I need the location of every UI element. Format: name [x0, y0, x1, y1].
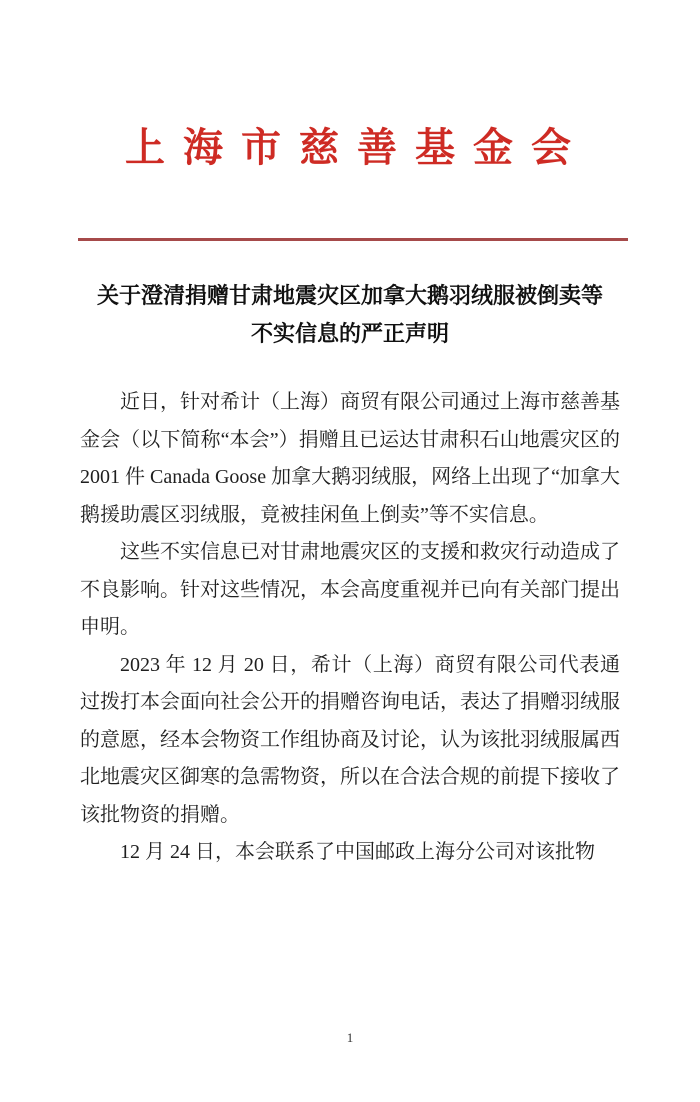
organization-name: 上 海 市 慈 善 基 金 会	[125, 125, 575, 170]
document-title-line-1: 关于澄清捐赠甘肃地震灾区加拿大鹅羽绒服被倒卖等	[96, 283, 603, 308]
body-paragraph: 这些不实信息已对甘肃地震灾区的支援和救灾行动造成了不良影响。针对这些情况，本会高度重视并已向有关部门提出申明。	[80, 541, 620, 638]
document-title	[80, 277, 620, 353]
body-paragraph: 12 月 24 日，本会联系了中国邮政上海分公司对该批物	[120, 841, 595, 863]
document-body	[80, 384, 620, 872]
header-divider	[78, 238, 628, 241]
document-title-line-2: 不实信息的严正声明	[250, 321, 449, 346]
document-page	[0, 122, 700, 1102]
body-paragraph: 2023 年 12 月 20 日，希计（上海）商贸有限公司代表通过拨打本会面向社会公开的捐赠咨询电话，表达了捐赠羽绒服的意愿，经本会物资工作组协商及讨论，认为该批羽绒服属西北地震灾区御寒的急需物资，所以在合法合规的前提下接收了该批物资的捐赠。	[80, 653, 620, 826]
page-number: 1	[346, 1030, 354, 1045]
body-paragraph: 近日，针对希计（上海）商贸有限公司通过上海市慈善基金会（以下简称“本会”）捐赠且已运达甘肃积石山地震灾区的 2001 件 Canada Goose 加拿大鹅羽绒服，网络上出现了“加拿大鹅援助震区羽绒服，竟被挂闲鱼上倒卖”等不实信息。	[80, 391, 620, 526]
